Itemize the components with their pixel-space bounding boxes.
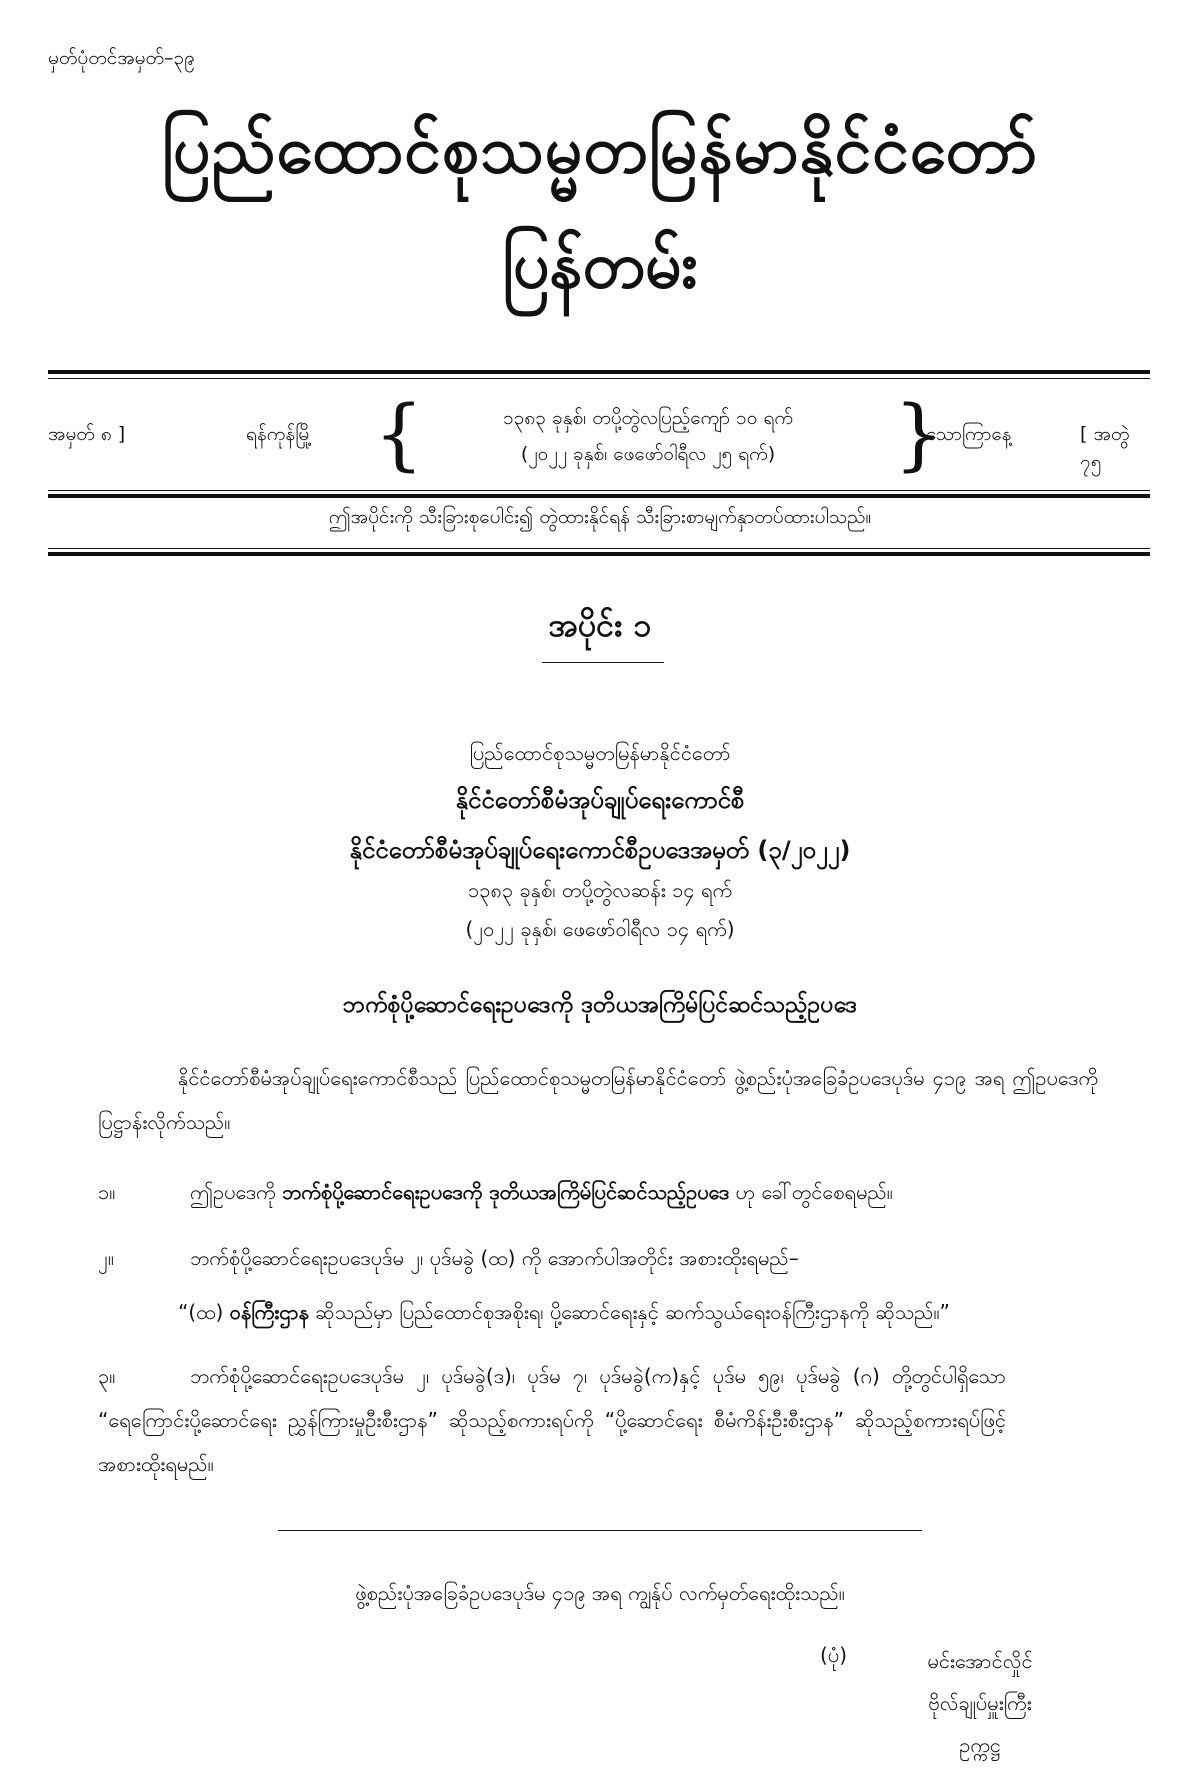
section-text-pre: ဤဥပဒေကို — [190, 1180, 282, 1204]
law-date-myanmar: ၁၃၈၃ ခုနှစ်၊ တပို့တွဲလဆန်း ၁၄ ရက် — [467, 878, 733, 902]
substituted-definition — [178, 1290, 1098, 1334]
order-council: နိုင်ငံတော်စီမံအုပ်ချုပ်ရေးကောင်စီ — [455, 786, 745, 814]
signing-statement: ဖွဲ့စည်းပုံအခြေခံဥပဒေပုဒ်မ ၄၁၉ အရ ကျွန်ုပ် လက်မှတ်ရေးထိုးသည်။ — [355, 1581, 845, 1605]
signatory-rank: ဗိုလ်ချုပ်မှူးကြီး — [928, 1691, 1032, 1715]
part-underline — [542, 662, 664, 663]
order-country: ပြည်ထောင်စုသမ္မတမြန်မာနိုင်ငံတော် — [469, 741, 731, 765]
part-heading: အပိုင်း ၁ — [548, 606, 652, 644]
gazette-title: ပြန်တမ်း — [502, 229, 698, 303]
notice-rule-thin — [48, 548, 1150, 549]
issue-number: အမှတ် ၈ ] — [48, 423, 126, 445]
section-number: ၂။ — [98, 1246, 114, 1270]
mid-rule-thin — [48, 490, 1150, 491]
issue-dates — [418, 400, 878, 472]
quote-post: ဆိုသည်မှာ ပြည်ထောင်စုအစိုးရ၊ ပို့ဆောင်ရေးနှင့် ဆက်သွယ်ရေးဝန်ကြီးဌာနကို ဆိုသည်။” — [308, 1300, 950, 1324]
short-title: ဘက်စုံပို့ဆောင်ရေးဥပဒေကို ဒုတိယအကြိမ်ပြင်ဆင်သည့်ဥပဒေ — [281, 1180, 730, 1204]
quote-pre: “(ထ) — [178, 1300, 230, 1324]
defined-term: ဝန်ကြီးဌာန — [229, 1300, 309, 1324]
right-brace: } — [894, 390, 944, 480]
signed-mark: (ပုံ) — [820, 1643, 848, 1667]
signatory-title: ဥက္ကဋ္ဌ — [959, 1733, 1001, 1757]
registration-number: မှတ်ပုံတင်အမှတ်–၃၉ — [48, 47, 195, 69]
preamble-paragraph: နိုင်ငံတော်စီမံအုပ်ချုပ်ရေးကောင်စီသည် ပြည်ထောင်စုသမ္မတမြန်မာနိုင်ငံတော် ဖွဲ့စည်းပုံအခြေခံဥပဒေပုဒ်မ ၄၁၉ အရ ဤဥပဒေကို ပြဋ္ဌာန်းလိုက်သည်။ — [98, 1066, 1098, 1134]
law-number: နိုင်ငံတော်စီမံအုပ်ချုပ်ရေးကောင်စီဥပဒေအမှတ် (၃/၂၀၂၂) — [349, 836, 851, 864]
section-text: ဘက်စုံပို့ဆောင်ရေးဥပဒေပုဒ်မ ၂၊ ပုဒ်မခွဲ(ဒ)၊ ပုဒ်မ ၇၊ ပုဒ်မခွဲ(က)နှင့် ပုဒ်မ ၅၉၊ ပုဒ်မခွဲ (ဂ) တို့တွင်ပါရှိသော “ရေကြောင်းပို့ဆောင်ရေး ညွှန်ကြားမှုဦးစီးဌာန” ဆိုသည့်စကားရပ်ကို “ပို့ဆောင်ရေး စီမံကိန်းဦးစီးဌာန” ဆိုသည့်စကားရပ်ဖြင့် အစားထိုးရမည်။ — [98, 1364, 1006, 1476]
left-brace: { — [374, 390, 424, 480]
date-gregorian: (၂၀၂၂ ခုနှစ်၊ ဖေဖော်ဝါရီလ ၂၅ ရက်) — [520, 443, 776, 465]
volume-number: [ အတွဲ ၇၅ — [1080, 423, 1130, 473]
issue-header — [48, 390, 1150, 488]
separation-notice: ဤအပိုင်းကို သီးခြားစုပေါင်း၍ တွဲထားနိုင်ရန် သီးခြားစာမျက်နှာတပ်ထားပါသည်။ — [328, 506, 872, 528]
section-text: ဘက်စုံပို့ဆောင်ရေးဥပဒေပုဒ်မ ၂၊ ပုဒ်မခွဲ (ထ) ကို အောက်ပါအတိုင်း အစားထိုးရမည်– — [190, 1246, 799, 1270]
top-rule-thin — [48, 378, 1150, 379]
notice-rule-thick — [48, 552, 1150, 556]
section-3 — [98, 1354, 1098, 1486]
law-date-gregorian: (၂၀၂၂ ခုနှစ်၊ ဖေဖော်ဝါရီလ ၁၄ ရက်) — [465, 917, 735, 941]
section-number: ၃။ — [98, 1364, 116, 1388]
section-text — [190, 1170, 1098, 1214]
section-number: ၁။ — [98, 1180, 116, 1204]
law-title: ဘက်စုံပို့ဆောင်ရေးဥပဒေကို ဒုတိယအကြိမ်ပြင်ဆင်သည့်ဥပဒေ — [342, 992, 858, 1018]
mid-rule-thick — [48, 494, 1150, 498]
signatory-name: မင်းအောင်လှိုင် — [927, 1649, 1033, 1673]
top-rule-thick — [48, 370, 1150, 374]
gazette-title-country: ပြည်ထောင်စုသမ္မတမြန်မာနိုင်ငံတော် — [161, 111, 1039, 188]
publication-place: ရန်ကုန်မြို့ — [246, 423, 313, 445]
date-myanmar: ၁၃၈၃ ခုနှစ်၊ တပို့တွဲလပြည့်ကျော် ၁၀ ရက် — [503, 407, 793, 429]
section-text-post: ဟု ခေါ်တွင်စေရမည်။ — [729, 1180, 893, 1204]
end-rule — [278, 1530, 922, 1531]
weekday: သောကြာနေ့ — [926, 423, 1012, 445]
